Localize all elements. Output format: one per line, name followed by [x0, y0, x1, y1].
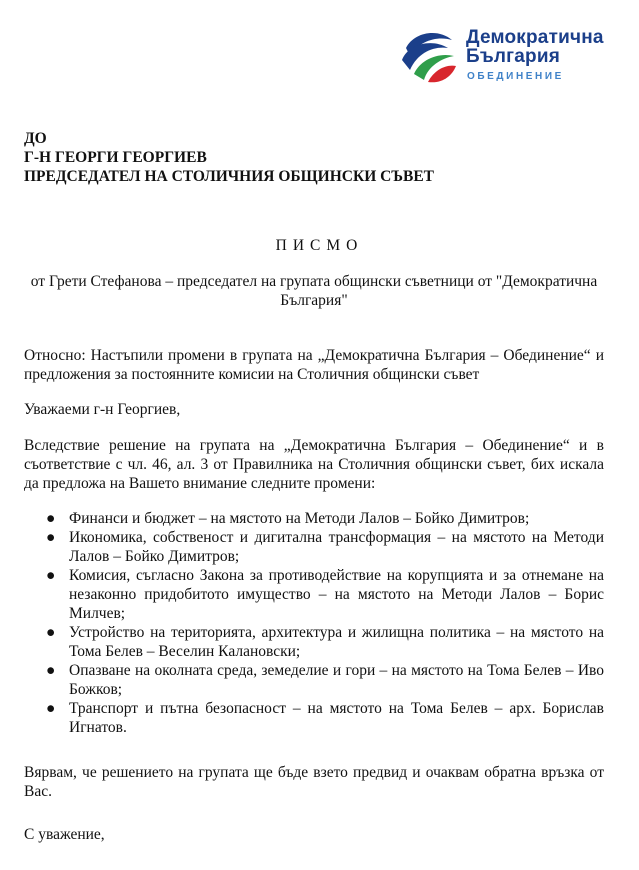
sender-line — [24, 272, 604, 310]
list-item-text: Комисия, съгласно Закона за противодействие на корупцията и за отнемане на незаконно придобитото имущество – на мястото на Методи Лалов – Борис Милчев; — [69, 567, 604, 622]
logo-text-line1: Демократична — [466, 27, 604, 48]
subject-paragraph — [24, 346, 604, 384]
party-logo — [398, 26, 628, 88]
logo-text-line3: ОБЕДИНЕНИЕ — [467, 71, 564, 82]
logo-text-line2: България — [466, 46, 561, 67]
list-item: ● Транспорт и пътна безопасност – на мястото на Тома Белев – арх. Борислав Игнатов. — [46, 700, 604, 736]
list-item: ● Финанси и бюджет – на мястото на Методи Лалов – Бойко Димитров; — [46, 510, 530, 527]
intro-paragraph: Вследствие решение на групата на „Демократична България – Обединение“ и в съответствие с чл. 46, ал. 3 от Правилника на Столичния общински съвет, бих искала да предложа на Вашето внимание следните промени: — [24, 437, 604, 492]
subject-label: Относно: — [24, 347, 86, 364]
list-item: ● Опазване на околната среда, земеделие и гори – на мястото на Тома Белев – Иво Божков; — [46, 662, 604, 698]
letter-title: ПИСМО — [275, 237, 364, 254]
from-prefix: от — [30, 273, 46, 290]
list-item: ● Комисия, съгласно Закона за противодействие на корупцията и за отнемане на незаконно придобитото имущество – на мястото на Методи Лалов – Борис Милчев; — [46, 567, 604, 622]
address-line2: Г-Н ГЕОРГИ ГЕОРГИЕВ — [24, 149, 207, 166]
recipient-address — [24, 129, 434, 186]
party-emblem-icon — [398, 26, 458, 86]
list-item-text: Опазване на околната среда, земеделие и гори – на мястото на Тома Белев – Иво Божков; — [69, 662, 604, 698]
list-item-text: Финанси и бюджет – на мястото на Методи Лалов – Бойко Димитров; — [69, 510, 530, 527]
changes-list — [24, 509, 604, 737]
list-item: ● Устройство на територията, архитектура и жилищна политика – на мястото на Тома Белев – Веселин Калановски; — [46, 624, 604, 660]
list-item: ● Икономика, собственост и дигитална трансформация – на мястото на Методи Лалов – Бойко Димитров; — [46, 529, 604, 565]
address-line1: ДО — [24, 130, 47, 147]
address-line3: ПРЕДСЕДАТЕЛ НА СТОЛИЧНИЯ ОБЩИНСКИ СЪВЕТ — [24, 168, 435, 185]
sender-name: Грети Стефанова — [48, 273, 162, 290]
greeting: Уважаеми г-н Георгиев, — [24, 401, 181, 418]
list-item-text: Икономика, собственост и дигитална трансформация – на мястото на Методи Лалов – Бойко Димитров; — [69, 529, 604, 565]
list-item-text: Транспорт и пътна безопасност – на мястото на Тома Белев – арх. Борислав Игнатов. — [69, 700, 604, 736]
subject-text: Настъпили промени в групата на „Демократична България – Обединение“ и предложения за постоянните комисии на Столичния общински съвет — [24, 347, 604, 383]
sender-role: – председател на групата общински съветници от "Демократична България" — [165, 273, 598, 309]
closing-paragraph: Вярвам, че решението на групата ще бъде взето предвид и очаквам обратна връзка от Вас. — [24, 764, 604, 800]
signoff: С уважение, — [24, 826, 105, 843]
list-item-text: Устройство на територията, архитектура и жилищна политика – на мястото на Тома Белев – Веселин Калановски; — [69, 624, 604, 660]
